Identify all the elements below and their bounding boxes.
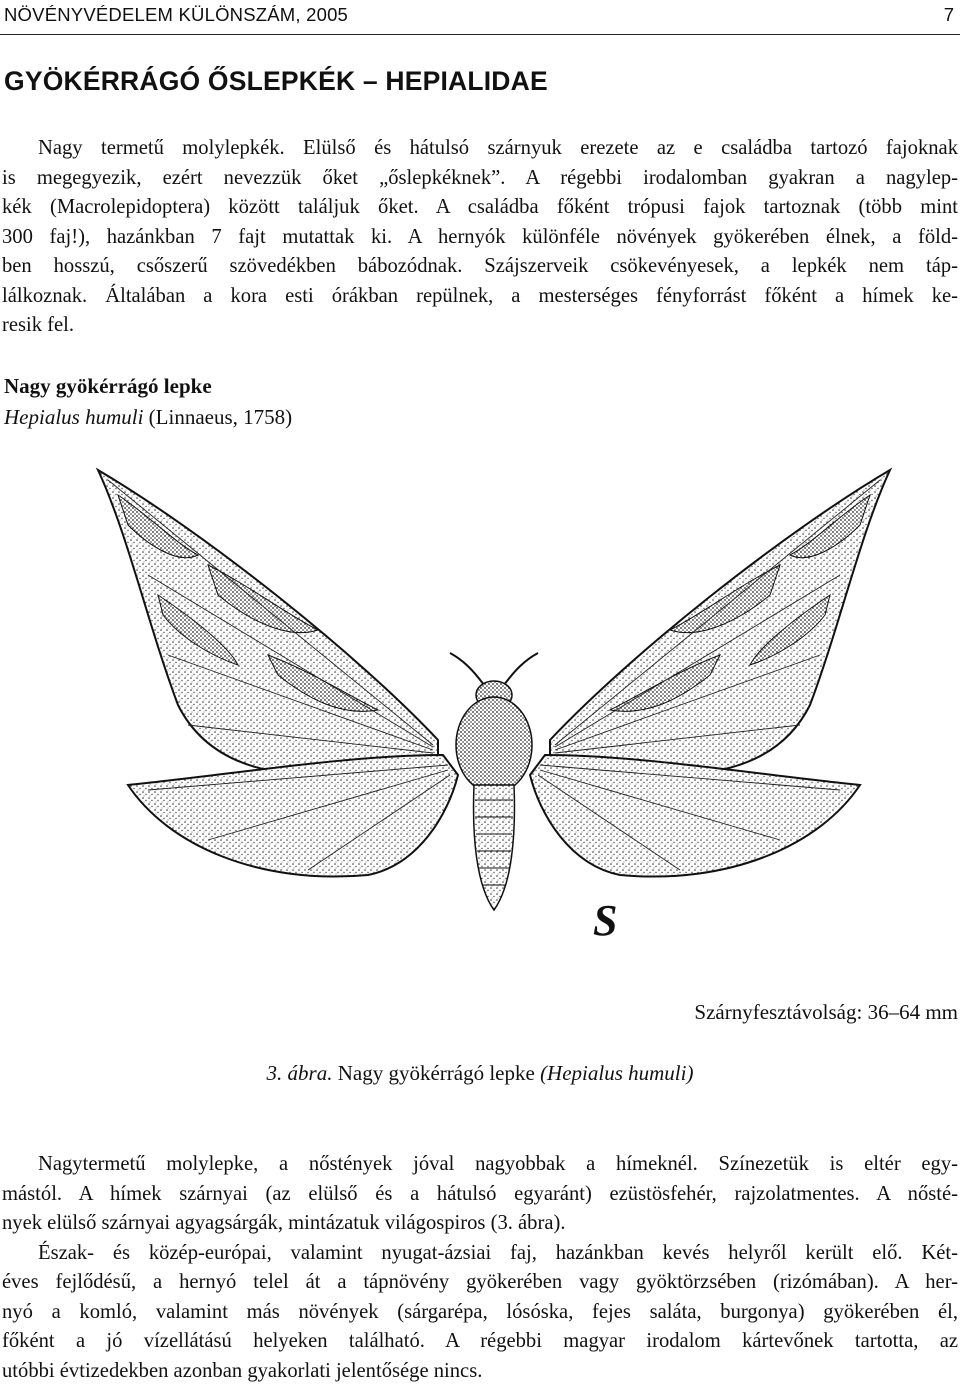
right-antenna: [504, 653, 538, 685]
text-line: 300 faj!), hazánkban 7 fajt mutattak ki. A hernyók különféle növények gyökerében élnek, a föld-: [2, 225, 958, 248]
moth-abdomen: [474, 785, 515, 910]
text-line: főként a jó vízellátású helyeken található. A régebbi magyar irodalom kártevőnek tartotta, az: [2, 1330, 958, 1352]
right-hindwing: [530, 755, 860, 877]
moth-thorax: [456, 697, 532, 793]
left-hindwing: [128, 755, 458, 877]
text-line: Észak- és közép-európai, valamint nyugat-ázsiai faj, hazánkban kevés helyről került elő. Két-: [38, 1241, 958, 1264]
figure-caption: [0, 1061, 960, 1086]
text-line: nyek elülső szárnyai agyagsárgák, mintázatuk világospiros (3. ábra).: [2, 1212, 566, 1234]
caption-label: 3. ábra.: [266, 1061, 333, 1085]
caption-latin: (Hepialus humuli): [540, 1061, 694, 1085]
text-line: utóbbi évtizedekben azonban gyakorlati jelentősége nincs.: [2, 1359, 483, 1382]
page-number: 7: [943, 4, 954, 25]
species-latin-name: Hepialus humuli: [4, 405, 144, 429]
running-header: [0, 0, 960, 35]
species-common-name: Nagy gyökérrágó lepke: [4, 374, 212, 398]
text-line: kék (Macrolepidoptera) között találjuk őket. A családba főként trópusi fajok tartoznak (több mint: [2, 196, 958, 218]
text-line: lálkoznak. Általában a kora esti órákban repülnek, a mesterséges fényforrást főként a hímek ke-: [2, 284, 958, 307]
text-line: ben hosszú, csőszerű szövedékben bábozódnak. Szájszerveik csökevényesek, a lepkék nem táp-: [2, 255, 958, 277]
text-line: Nagy termetű molylepkék. Elülső és hátulsó szárnyuk erezete az e családba tartozó fajoknak: [38, 137, 958, 159]
text-line: resik fel.: [2, 314, 75, 336]
moth-illustration: [88, 455, 900, 985]
caption-text: Nagy gyökérrágó lepke: [337, 1061, 535, 1085]
section-title: GYÖKÉRRÁGÓ ŐSLEPKÉK – HEPIALIDAE: [4, 66, 548, 96]
text-line: éves fejlődésű, a hernyó telel át a tápnövény gyökerében vagy gyöktörzsében (rizómában). A her-: [2, 1271, 958, 1293]
wingspan-label: Szárnyfesztávolság: 36–64 mm: [694, 1000, 958, 1024]
text-line: Nagytermetű molylepke, a nőstények jóval nagyobbak a hímeknél. Színezetük is eltér egy-: [38, 1153, 958, 1175]
text-line: mástól. A hímek szárnyai (az elülső és a hátulsó egyaránt) ezüstösfehér, rajzolatmentes. A nősté-: [2, 1182, 958, 1205]
artist-signature: S: [593, 896, 618, 945]
species-scientific-name: [4, 405, 292, 430]
running-title: NÖVÉNYVÉDELEM KÜLÖNSZÁM, 2005: [4, 4, 349, 25]
left-antenna: [450, 653, 484, 685]
species-author: (Linnaeus, 1758): [148, 405, 293, 429]
text-line: is megegyezik, ezért nevezzük őket „őslepkéknek”. A régebbi irodalomban gyakran a nagylep-: [2, 166, 958, 189]
intro-paragraph: [2, 134, 958, 341]
text-line: nyó a komló, valamint más növények (sárgarépa, lósóska, fejes saláta, burgonya) gyökerében él,: [2, 1300, 958, 1323]
description-paragraph: [2, 1150, 958, 1386]
